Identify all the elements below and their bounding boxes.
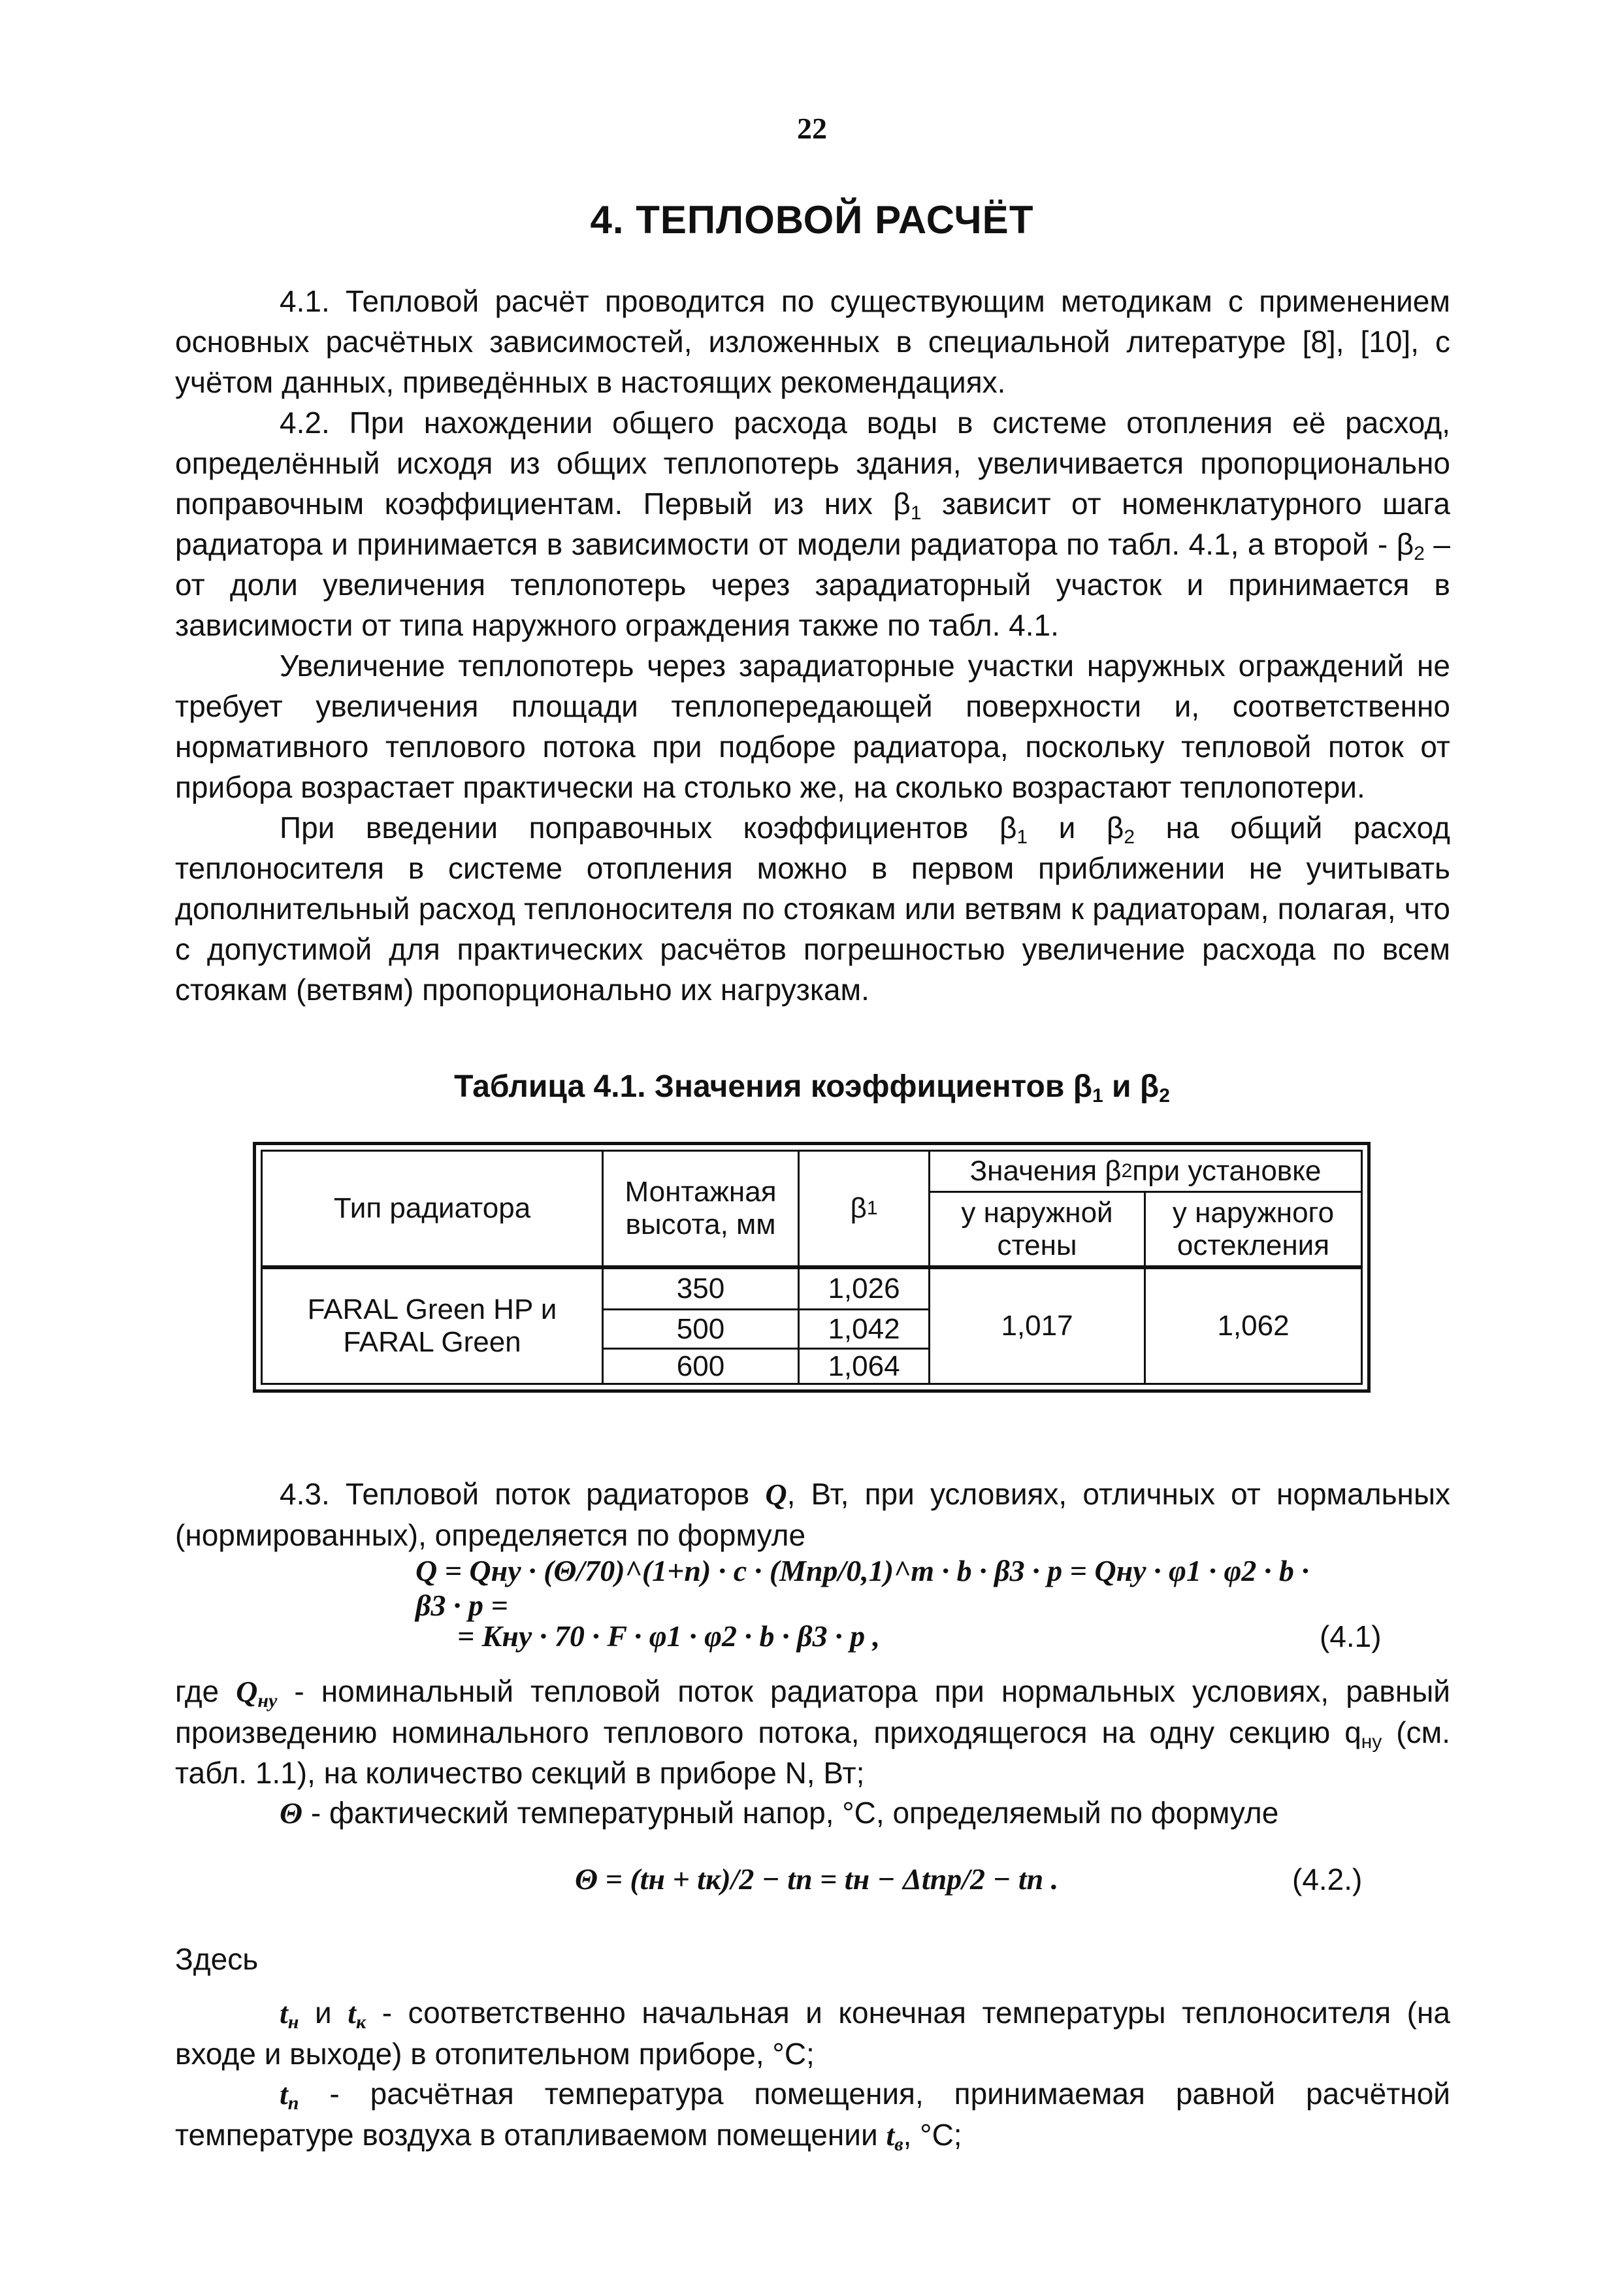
table-cell-beta1: 1,064 <box>828 1350 900 1382</box>
t-symbol: t <box>886 2118 895 2152</box>
radiator-model: FARAL Green HP и FARAL Green <box>307 1293 557 1358</box>
header-outer-glazing: у наружного остекления <box>1172 1196 1335 1261</box>
q-nom-subscript: ну <box>257 1690 278 1711</box>
paragraph-where <box>175 1671 1450 1793</box>
q-section-subscript: ну <box>1361 1731 1382 1753</box>
paragraph-increase: Увеличение теплопотерь через зарадиаторные участки наружных ограждений не требует увеличения площади теплопередающей поверхности и, соответственно нормативного теплового потока при подборе радиатора, поскольку тепловой поток от прибора возрастает практически на столько же, на сколько возрастают теплопотери. <box>175 649 1450 804</box>
and-word: и <box>299 1996 348 2030</box>
beta2-label: Значения β <box>969 1155 1122 1187</box>
q-nom-symbol: Q <box>236 1675 258 1708</box>
t-subscript: н <box>287 2011 299 2033</box>
paragraph-introduction <box>175 807 1450 1010</box>
table-grid <box>261 1150 1363 1385</box>
section-title: 4. ТЕПЛОВОЙ РАСЧЁТ <box>590 198 1034 242</box>
table-cell-height: 600 <box>676 1350 725 1382</box>
table-caption <box>0 1069 1624 1105</box>
beta2-label-tail: при установке <box>1132 1155 1322 1187</box>
p6-part-b: - номинальный тепловой поток радиатора при нормальных условиях, равный произведению номинального теплового потока, приходящегося на одну секцию q <box>175 1674 1450 1749</box>
tp-description-end: , °С; <box>903 2118 962 2152</box>
theta-description: - фактический температурный напор, °С, определяемый по формуле <box>302 1796 1279 1830</box>
t-subscript: к <box>356 2011 366 2033</box>
beta2-subscript: 2 <box>1414 543 1425 564</box>
t-symbol: t <box>280 2077 288 2111</box>
p6-part-a: где <box>175 1674 236 1708</box>
formula-4-1-line-1: Q = Qну · (Θ/70)^(1+n) · c · (Mпр/0,1)^m · b · β3 · p = Qну · φ1 · φ2 · b · β3 · p = <box>415 1554 1309 1622</box>
table-cell-height: 350 <box>676 1272 725 1305</box>
p2-part-b: зависит от номенклатурного шага радиатора и принимается в зависимости от модели радиатора по табл. 4.1, а второй - β <box>175 487 1450 561</box>
p4-part-a: При введении поправочных коэффициентов β <box>280 811 1017 845</box>
q-symbol: Q <box>765 1478 787 1511</box>
caption-beta1-sub: 1 <box>1092 1085 1103 1107</box>
label-here: Здесь <box>175 1942 259 1976</box>
paragraph-4-2 <box>175 402 1450 645</box>
header-outer-wall: у наружной стены <box>961 1196 1113 1261</box>
beta1-symbol: β <box>850 1192 867 1224</box>
caption-part-a: Таблица 4.1. Значения коэффициентов β <box>454 1069 1093 1104</box>
p5-part-b: , Вт, при условиях, отличных от нормальных (нормированных), определяется по формуле <box>175 1477 1451 1552</box>
beta2-subscript: 2 <box>1124 826 1135 848</box>
header-radiator-type: Тип радиатора <box>333 1192 531 1224</box>
beta1-subscript: 1 <box>1016 826 1028 848</box>
t-subscript: п <box>287 2092 299 2114</box>
formula-4-1-line-2: = Kну · 70 · F · φ1 · φ2 · b · β3 · p , <box>457 1619 881 1653</box>
header-mounting-height: Монтажная высота, мм <box>625 1176 777 1240</box>
tp-description: - расчётная температура помещения, принимаемая равной расчётной температуре воздуха в отапливаемом помещении <box>175 2077 1450 2152</box>
table-cell-beta1: 1,042 <box>828 1312 900 1345</box>
paragraph-tn-tk <box>175 1992 1450 2074</box>
paragraph-tp <box>175 2073 1450 2156</box>
t-subscript: в <box>894 2133 903 2155</box>
table-cell-glass-value: 1,062 <box>1217 1310 1290 1342</box>
tn-tk-description: - соответственно начальная и конечная температуры теплоносителя (на входе и выходе) в отопительном приборе, °С; <box>175 1996 1450 2071</box>
paragraph-4-1: 4.1. Тепловой расчёт проводится по существующим методикам с применением основных расчётных зависимостей, изложенных в специальной литературе [8], [10], с учётом данных, приведённых в настоящих рекомендациях. <box>175 284 1450 399</box>
p4-part-b: и β <box>1028 811 1124 845</box>
p6-part-c: (см. табл. 1.1), на количество секций в приборе N, Вт; <box>175 1715 1451 1790</box>
coefficients-table <box>253 1142 1371 1393</box>
theta-symbol: Θ <box>280 1796 303 1830</box>
beta1-subscript: 1 <box>910 502 922 524</box>
formula-4-2: Θ = (tн + tк)/2 − tп = tн − Δtпр/2 − tп . <box>575 1862 1059 1896</box>
p2-part-a: 4.2. При нахождении общего расхода воды в системе отопления её расход, определённый исходя из общих теплопотерь здания, увеличивается пропорционально поправочным коэффициентам. Первый из них β <box>175 406 1450 521</box>
page-number: 22 <box>797 112 827 145</box>
p5-part-a: 4.3. Тепловой поток радиаторов <box>280 1477 766 1511</box>
paragraph-theta <box>175 1792 1450 1834</box>
table-cell-wall-value: 1,017 <box>1001 1310 1073 1342</box>
paragraph-4-3 <box>175 1474 1450 1555</box>
t-symbol: t <box>348 1996 356 2030</box>
equation-number-4-1: (4.1) <box>1320 1619 1382 1653</box>
p4-part-c: на общий расход теплоносителя в системе отопления можно в первом приближении не учитывать дополнительный расход теплоносителя по стоякам или ветвям к радиаторам, полагая, что с допустимой для практических расчётов погрешностью увеличение расхода по всем стоякам (ветвям) пропорционально их нагрузкам. <box>175 811 1450 1007</box>
caption-beta2-sub: 2 <box>1159 1085 1170 1107</box>
table-cell-height: 500 <box>676 1312 725 1345</box>
t-symbol: t <box>280 1996 288 2030</box>
header-beta2-values: Значения β 2 при установке <box>969 1155 1322 1187</box>
p2-part-c: – от доли увеличения теплопотерь через зарадиаторный участок и принимается в зависимости от типа наружного ограждения также по табл. 4.1. <box>175 527 1450 642</box>
equation-number-4-2: (4.2.) <box>1292 1862 1363 1896</box>
caption-part-b: и β <box>1103 1069 1160 1104</box>
header-beta1: β 1 <box>850 1192 878 1224</box>
table-cell-beta1: 1,026 <box>828 1272 900 1305</box>
